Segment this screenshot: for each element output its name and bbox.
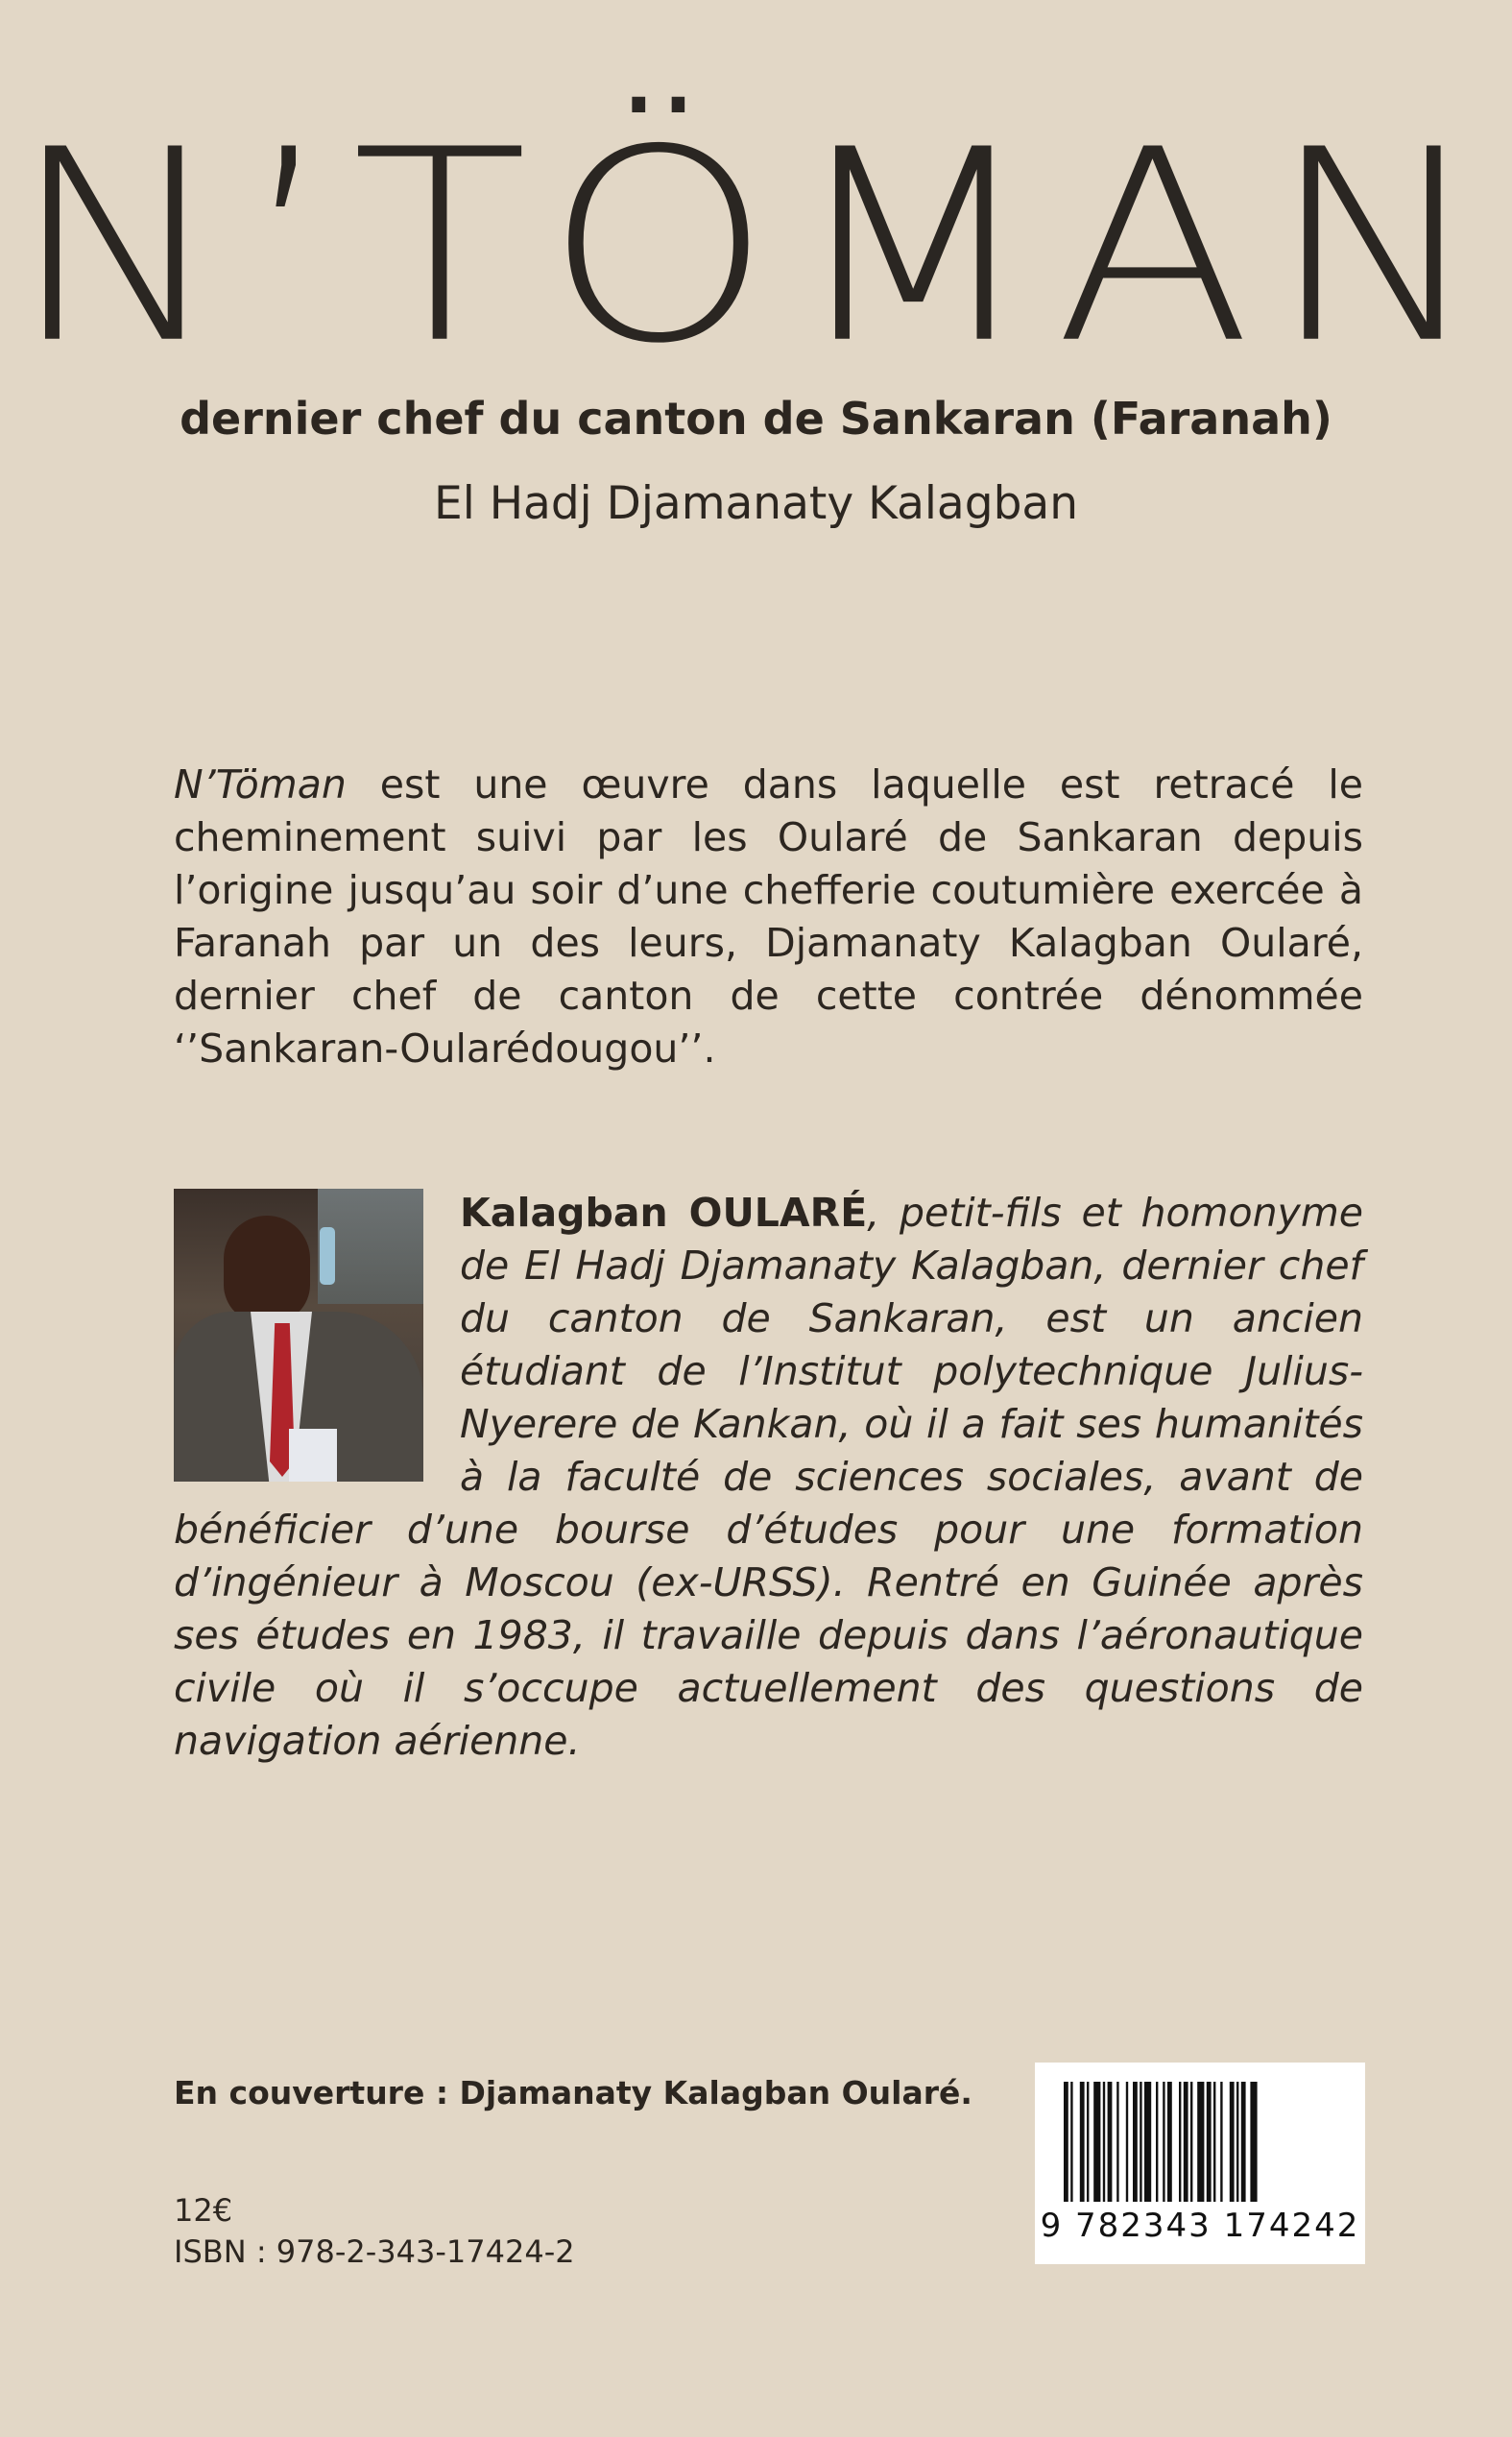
barcode-bar [1080, 2082, 1085, 2202]
barcode-bar [1093, 2082, 1100, 2202]
barcode-bar [1220, 2082, 1222, 2202]
barcode-bar [1133, 2082, 1138, 2202]
book-title: N’TÖMAN [10, 93, 1502, 402]
barcode-bar [1241, 2082, 1246, 2202]
summary-text: est une œuvre dans laquelle est retracé le cheminement suivi par les Oularé de Sankaran depuis l’origine jusqu’au soir d’une chefferie coutumière exercée à Faranah par un des leurs, Djamanaty Kalagban Oularé, dernier chef de canton de cette contrée dénommée ‘’Sankaran-Oularédougou’’. [174, 761, 1363, 1072]
author-bio-text: , petit-fils et homonyme de El Hadj Djamanaty Kalagban, dernier chef du canton de Sankaran, est un ancien étudiant de l’Institut polytechnique Julius-Nyerere de Kankan, où il a fait ses humanités à la faculté de sciences sociales, avant de bénéficier d’une bourse d’études pour une formation d’ingénieur à Moscou (ex-URSS). Rentré en Guinée après ses études en 1983, il travaille depuis dans l’aéronautique civile où il s’occupe actuellement des questions de navigation aérienne. [174, 1190, 1363, 1764]
author-photo [174, 1189, 423, 1482]
barcode-bar [1103, 2082, 1105, 2202]
barcode-bar [1087, 2082, 1089, 2202]
barcode-bar [1126, 2082, 1128, 2202]
barcode [1035, 2063, 1365, 2264]
barcode-bar [1184, 2082, 1188, 2202]
barcode-bar [1156, 2082, 1158, 2202]
barcode-bar [1179, 2082, 1181, 2202]
barcode-bar [1197, 2082, 1204, 2202]
barcode-bar [1230, 2082, 1235, 2202]
barcode-number: 9 782343 174242 [1040, 2207, 1360, 2245]
book-subtitle: dernier chef du canton de Sankaran (Faranah) [180, 393, 1332, 445]
barcode-bar [1144, 2082, 1151, 2202]
barcode-bar [1190, 2082, 1192, 2202]
barcode-bar [1140, 2082, 1141, 2202]
barcode-bar [1213, 2082, 1215, 2202]
book-author: El Hadj Djamanaty Kalagban [434, 477, 1078, 530]
barcode-bar [1250, 2082, 1257, 2202]
author-bio [174, 1187, 1363, 1768]
barcode-bar [1207, 2082, 1212, 2202]
barcode-bar [1163, 2082, 1164, 2202]
barcode-bar [1108, 2082, 1113, 2202]
barcode-bar [1116, 2082, 1118, 2202]
barcode-bar [1070, 2082, 1072, 2202]
summary-paragraph [174, 759, 1363, 1075]
isbn: ISBN : 978-2-343-17424-2 [174, 2233, 575, 2270]
cover-credit: En couverture : Djamanaty Kalagban Oularé. [174, 2074, 972, 2111]
barcode-bar [1236, 2082, 1238, 2202]
price: 12€ [174, 2192, 233, 2229]
barcode-bar [1167, 2082, 1172, 2202]
summary-title-italic: N’Töman [174, 761, 347, 808]
author-bio-name: Kalagban OULARÉ [460, 1190, 868, 1236]
barcode-bar [1064, 2082, 1068, 2202]
barcode-bars [1035, 2063, 1365, 2207]
